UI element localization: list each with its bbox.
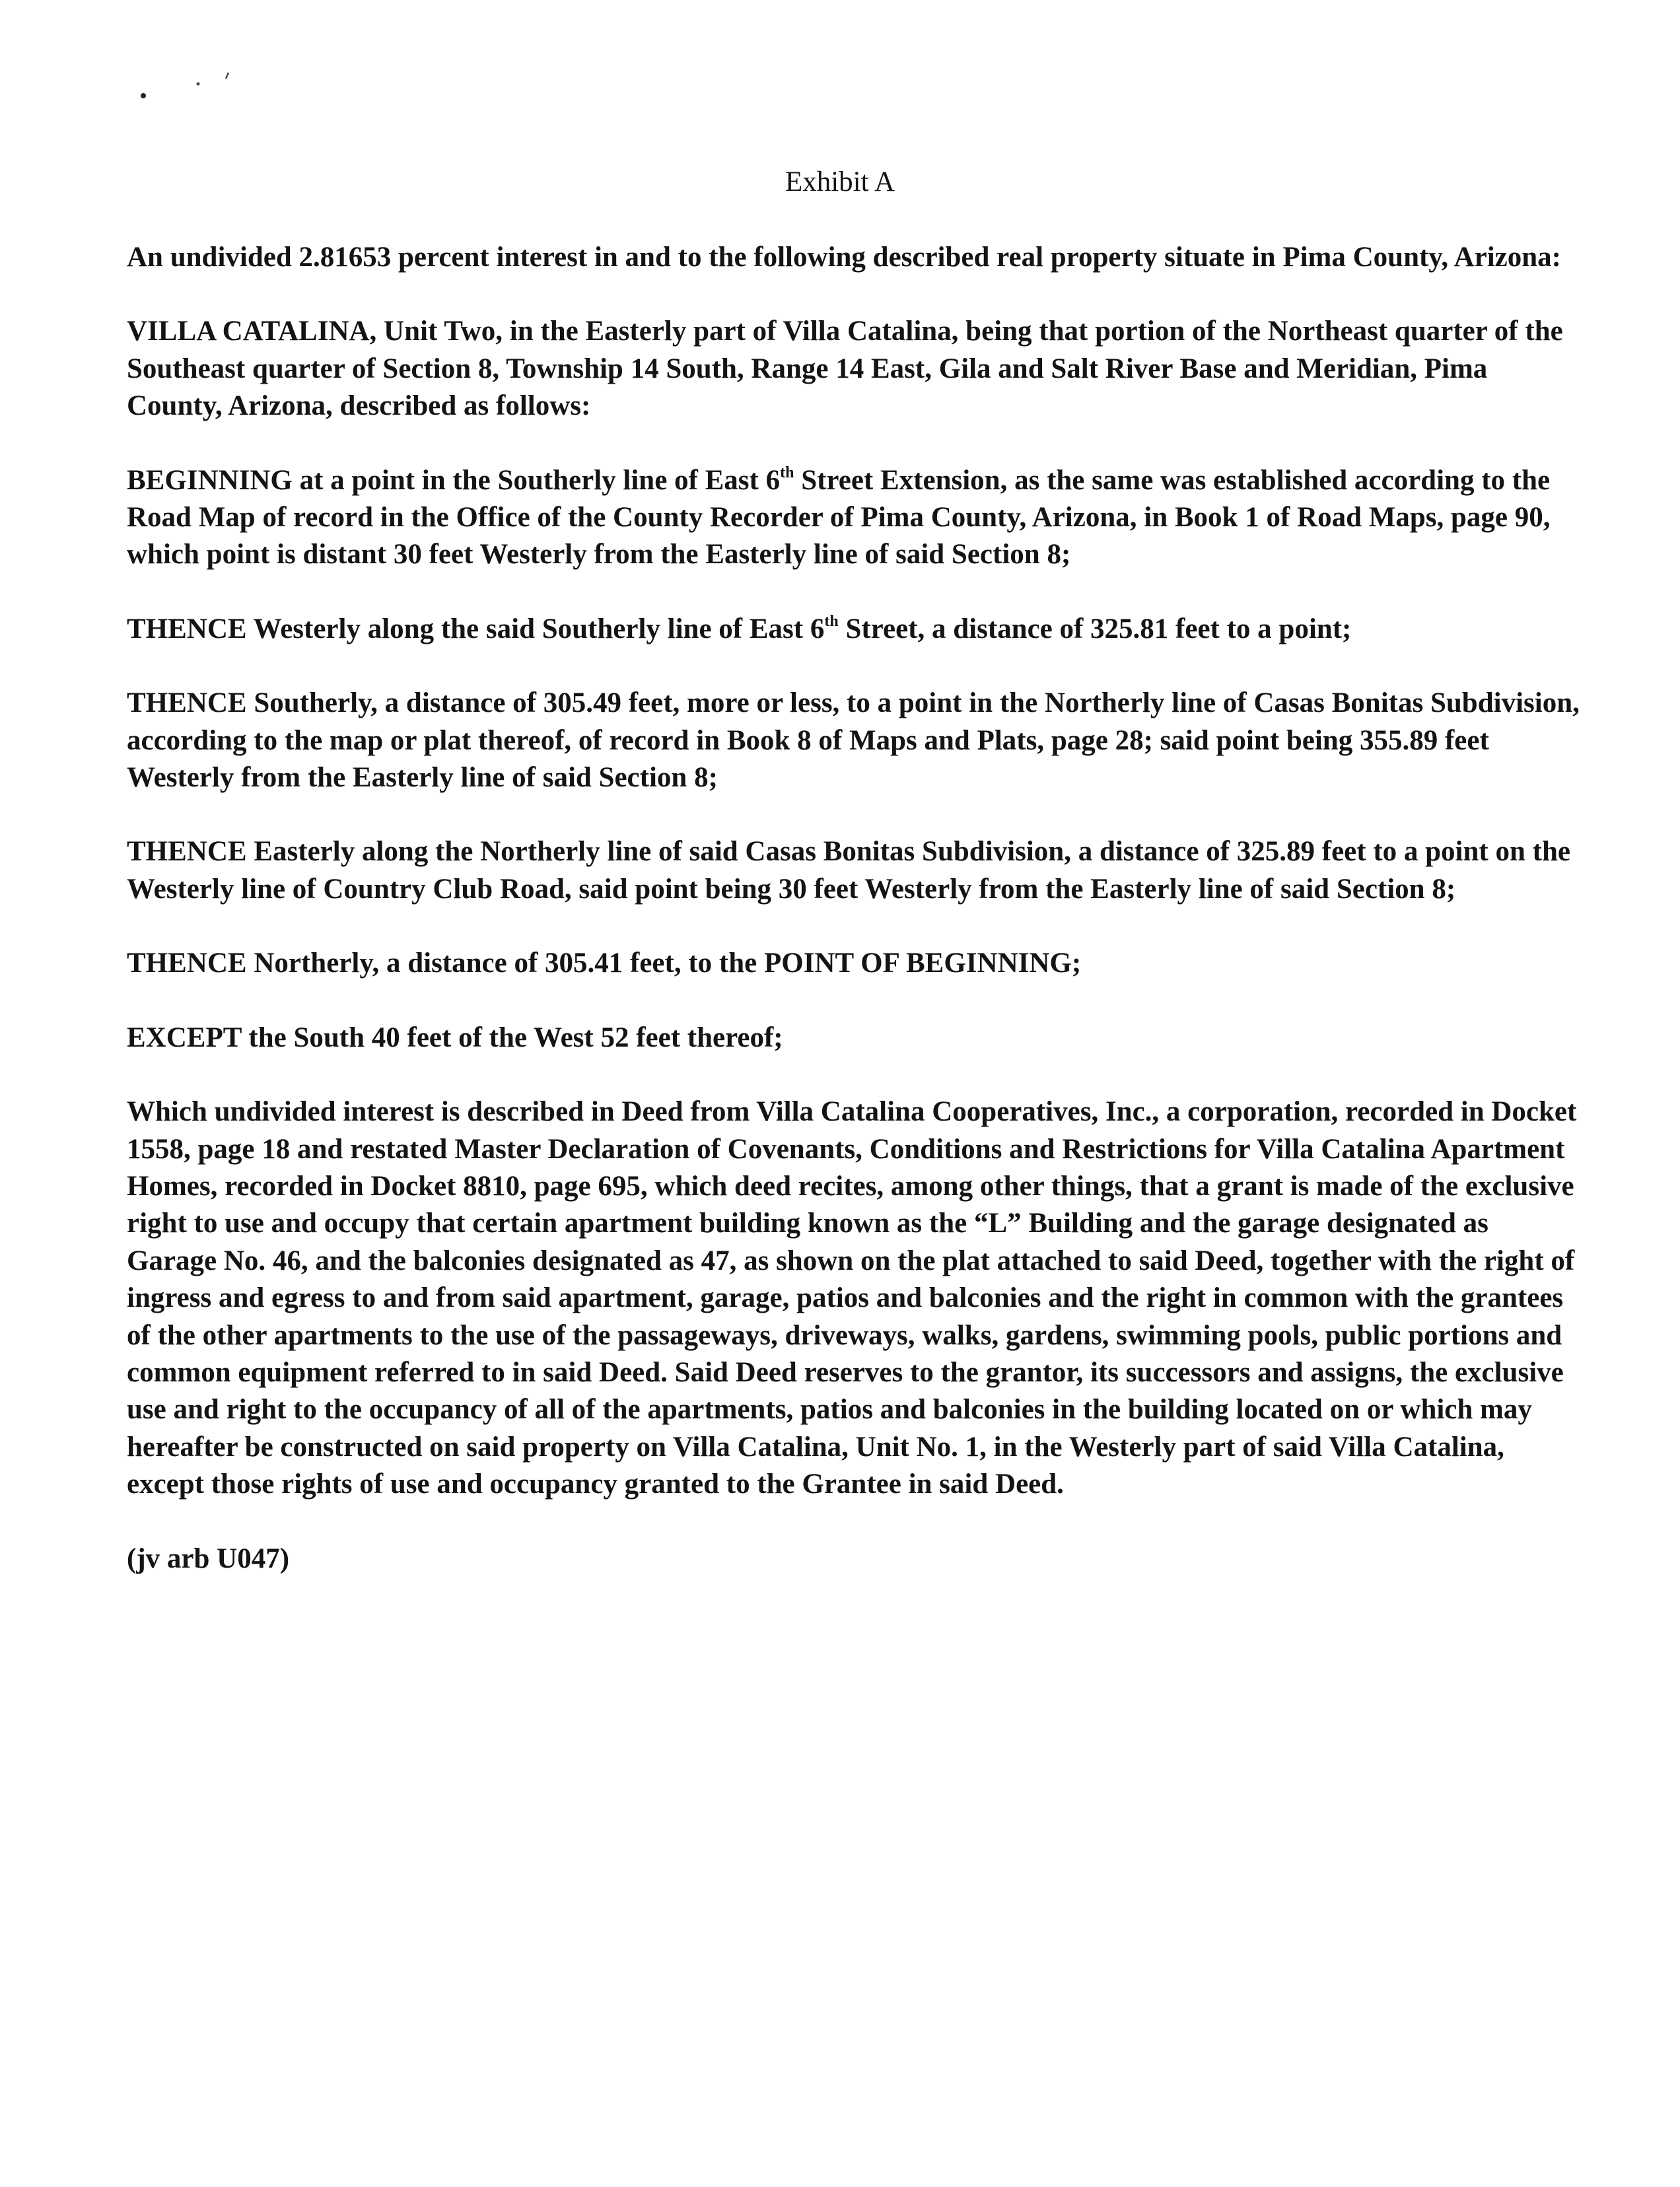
paragraph-text: An undivided 2.81653 percent interest in and to the following described real property situate in Pima County, Arizona:: [127, 242, 1561, 273]
document-title: Exhibit A: [785, 166, 895, 197]
ordinal-suffix: th: [780, 464, 794, 481]
paragraph-text: BEGINNING at a point in the Southerly line of East 6: [127, 464, 781, 496]
document-body: [127, 239, 1580, 1614]
paragraph-text: (jv arb U047): [127, 1543, 290, 1574]
paragraph-text: THENCE Easterly along the Northerly line of said Casas Bonitas Subdivision, a distance of 325.89 feet to a point on the Westerly line of Country Club Road, said point being 30 feet Westerly from the Easterly line of said Section 8;: [127, 836, 1570, 905]
paragraph-thence-westerly: [127, 611, 1580, 648]
ordinal-suffix: th: [824, 612, 839, 630]
scan-artifact-marks: [135, 69, 234, 102]
paragraph-deed: [127, 1094, 1580, 1503]
paragraph-interest: [127, 239, 1580, 276]
paragraph-text: THENCE Westerly along the said Southerly line of East 6: [127, 613, 825, 644]
paragraph-beginning: [127, 462, 1580, 574]
paragraph-text: Street Extension, as the same was established according to the Road Map of record in the Office of the County Recorder of Pima County, Arizona, in Book 1 of Road Maps, page 90, which point is distant 30 feet Westerly from the Easterly line of said Section 8;: [127, 464, 1551, 571]
paragraph-text: Street, a distance of 325.81 feet to a point;: [838, 613, 1352, 644]
paragraph-text: Which undivided interest is described in Deed from Villa Catalina Cooperatives, Inc., a corporation, recorded in Docket 1558, page 18 and restated Master Declaration of Covenants, Conditions and Restrictions for Villa Catalina Apartment Homes, recorded in Docket 8810, page 695, which deed recites, among other things, that a grant is made of the exclusive right to use and occupy that certain apartment building known as the “L” Building and the garage designated as Garage No. 46, and the balconies designated as 47, as shown on the plat attached to said Deed, together with the right of ingress and egress to and from said apartment, garage, patios and balconies and the right in common with the grantees of the other apartments to the use of the passageways, driveways, walks, gardens, swimming pools, public portions and common equipment referred to in said Deed. Said Deed reserves to the grantor, its successors and assigns, the exclusive use and right to the occupancy of all of the apartments, patios and balconies in the building located on or which may hereafter be constructed on said property on Villa Catalina, Unit No. 1, in the Westerly part of said Villa Catalina, except those rights of use and occupancy granted to the Grantee in said Deed.: [127, 1096, 1577, 1500]
paragraph-villa-catalina: [127, 313, 1580, 425]
paragraph-text: EXCEPT the South 40 feet of the West 52 feet thereof;: [127, 1022, 783, 1053]
paragraph-except: [127, 1020, 1580, 1057]
paragraph-text: VILLA CATALINA, Unit Two, in the Easterly part of Villa Catalina, being that portion of the Northeast quarter of the Southeast quarter of Section 8, Township 14 South, Range 14 East, Gila and Salt River Base and Meridian, Pima County, Arizona, described as follows:: [127, 316, 1563, 422]
paragraph-text: THENCE Northerly, a distance of 305.41 feet, to the POINT OF BEGINNING;: [127, 948, 1082, 979]
paragraph-text: THENCE Southerly, a distance of 305.49 feet, more or less, to a point in the Northerly line of Casas Bonitas Subdivision, according to the map or plat thereof, of record in Book 8 of Maps and Plats, page 28; said point being 355.89 feet Westerly from the Easterly line of said Section 8;: [127, 687, 1580, 794]
paragraph-thence-easterly: [127, 833, 1580, 908]
paragraph-thence-northerly: [127, 945, 1580, 982]
paragraph-reference: [127, 1541, 1580, 1578]
paragraph-thence-southerly: [127, 685, 1580, 796]
